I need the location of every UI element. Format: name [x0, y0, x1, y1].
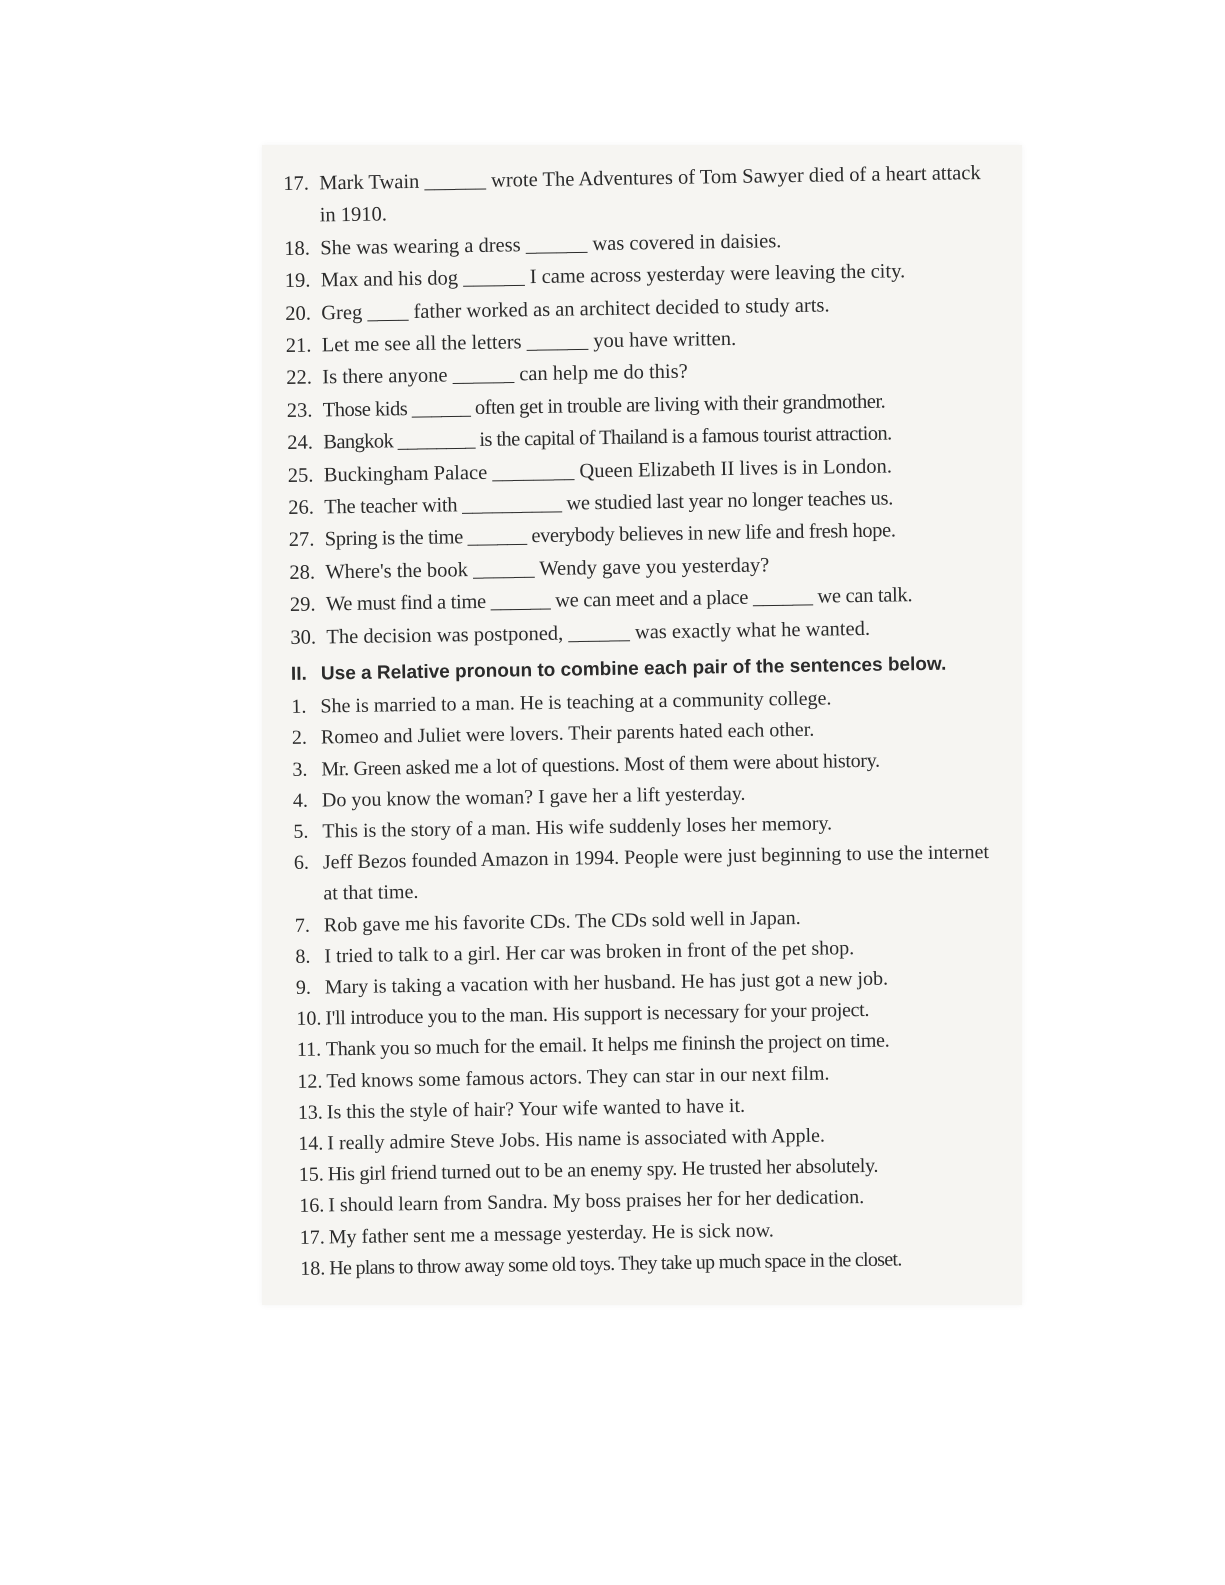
item-text: Spring is the time ______ everybody believes in new life and fresh hope.: [324, 519, 896, 551]
item-number: 19.: [284, 269, 311, 293]
item-text: I really admire Steve Jobs. His name is associated with Apple.: [327, 1124, 826, 1155]
item-text: Greg ____ father worked as an architect decided to study arts.: [321, 294, 830, 325]
item-number: 11.: [296, 1038, 322, 1062]
item-number: 17.: [283, 172, 310, 195]
item-number: 9.: [295, 976, 312, 999]
item-number: 2.: [291, 726, 308, 750]
item-text: This is the story of a man. His wife suddenly loses her memory.: [322, 812, 833, 843]
item-text: My father sent me a message yesterday. He is sick now.: [328, 1218, 774, 1248]
item-text: Those kids ______ often get in trouble are living with their grandmother.: [322, 390, 886, 422]
item-number: 13.: [297, 1101, 324, 1124]
item-text: Ted knows some famous actors. They can star in our next film.: [326, 1062, 830, 1092]
item-text: Do you know the woman? I gave her a lift yesterday.: [321, 782, 746, 812]
item-number: 4.: [292, 789, 309, 812]
item-number: 8.: [295, 945, 311, 968]
item-text: Mr. Green asked me a lot of questions. Most of them were about history.: [321, 749, 880, 780]
item-text: Jeff Bezos founded Amazon in 1994. People were just beginning to use the internet at that time.: [322, 841, 990, 905]
item-number: 18.: [300, 1257, 326, 1280]
item-text: She was wearing a dress ______ was covered in daisies.: [320, 229, 782, 260]
item-number: 3.: [292, 758, 308, 781]
combine-item-6: [294, 837, 995, 910]
item-text: We must find a time ______ we can meet and a place ______ we can talk.: [325, 584, 913, 616]
item-number: 27.: [288, 529, 315, 552]
section-number: II.: [290, 663, 307, 686]
item-text: Thank you so much for the email. It helps me fininsh the project on time.: [325, 1029, 890, 1061]
item-text: Is there anyone ______ can help me do this?: [322, 361, 688, 389]
item-text: I'll introduce you to the man. His support is necessary for your project.: [325, 999, 870, 1030]
item-number: 1.: [291, 695, 307, 719]
item-text: His girl friend turned out to be an enemy spy. He trusted her absolutely.: [327, 1154, 879, 1186]
item-number: 25.: [287, 464, 314, 487]
item-text: Romeo and Juliet were lovers. Their parents hated each other.: [320, 719, 815, 749]
item-text: Mary is taking a vacation with her husband. He has just got a new job.: [324, 967, 889, 999]
item-text: Let me see all the letters ______ you have written.: [321, 327, 737, 357]
item-number: 12.: [297, 1070, 323, 1093]
item-text: He plans to throw away some old toys. They take up much space in the closet.: [329, 1248, 902, 1280]
item-number: 15.: [298, 1163, 324, 1187]
item-number: 7.: [294, 914, 311, 937]
item-number: 30.: [290, 626, 317, 649]
item-number: 24.: [287, 431, 314, 455]
item-text: I tried to talk to a girl. Her car was broken in front of the pet shop.: [324, 936, 855, 968]
item-text: She is married to a man. He is teaching at a community college.: [320, 687, 832, 718]
item-number: 29.: [289, 593, 316, 617]
item-text: Where's the book ______ Wendy gave you yesterday?: [325, 554, 770, 584]
item-number: 10.: [296, 1007, 322, 1031]
item-text: Mark Twain ______ wrote The Adventures of Tom Sawyer died of a heart attack in 1910.: [319, 162, 981, 227]
item-text: Max and his dog ______ I came across yesterday were leaving the city.: [320, 260, 906, 292]
item-text: The teacher with __________ we studied last year no longer teaches us.: [324, 487, 894, 519]
item-number: 18.: [284, 237, 311, 260]
item-number: 23.: [286, 399, 313, 422]
item-text: Bangkok ________ is the capital of Thailand is a famous tourist attraction.: [323, 422, 892, 454]
item-text: Is this the style of hair? Your wife wanted to have it.: [326, 1094, 746, 1124]
section-instruction: Use a Relative pronoun to combine each pair of the sentences below.: [320, 653, 947, 685]
item-number: 17.: [299, 1226, 325, 1249]
item-number: 20.: [285, 302, 312, 325]
item-number: 28.: [289, 561, 316, 584]
exercise-item-17: [283, 157, 984, 233]
item-number: 21.: [285, 334, 312, 358]
item-number: 14.: [298, 1132, 324, 1155]
item-number: 6.: [293, 851, 310, 875]
item-number: 22.: [286, 367, 313, 390]
worksheet-page: [283, 157, 1000, 1285]
item-number: 16.: [299, 1194, 325, 1218]
item-number: 26.: [288, 496, 315, 520]
item-text: I should learn from Sandra. My boss praises her for her dedication.: [328, 1186, 865, 1217]
item-text: Rob gave me his favorite CDs. The CDs sold well in Japan.: [323, 906, 801, 936]
item-text: Buckingham Palace ________ Queen Elizabeth II lives is in London.: [323, 455, 893, 487]
item-number: 5.: [293, 820, 309, 843]
item-text: The decision was postponed, ______ was exactly what he wanted.: [326, 617, 871, 649]
